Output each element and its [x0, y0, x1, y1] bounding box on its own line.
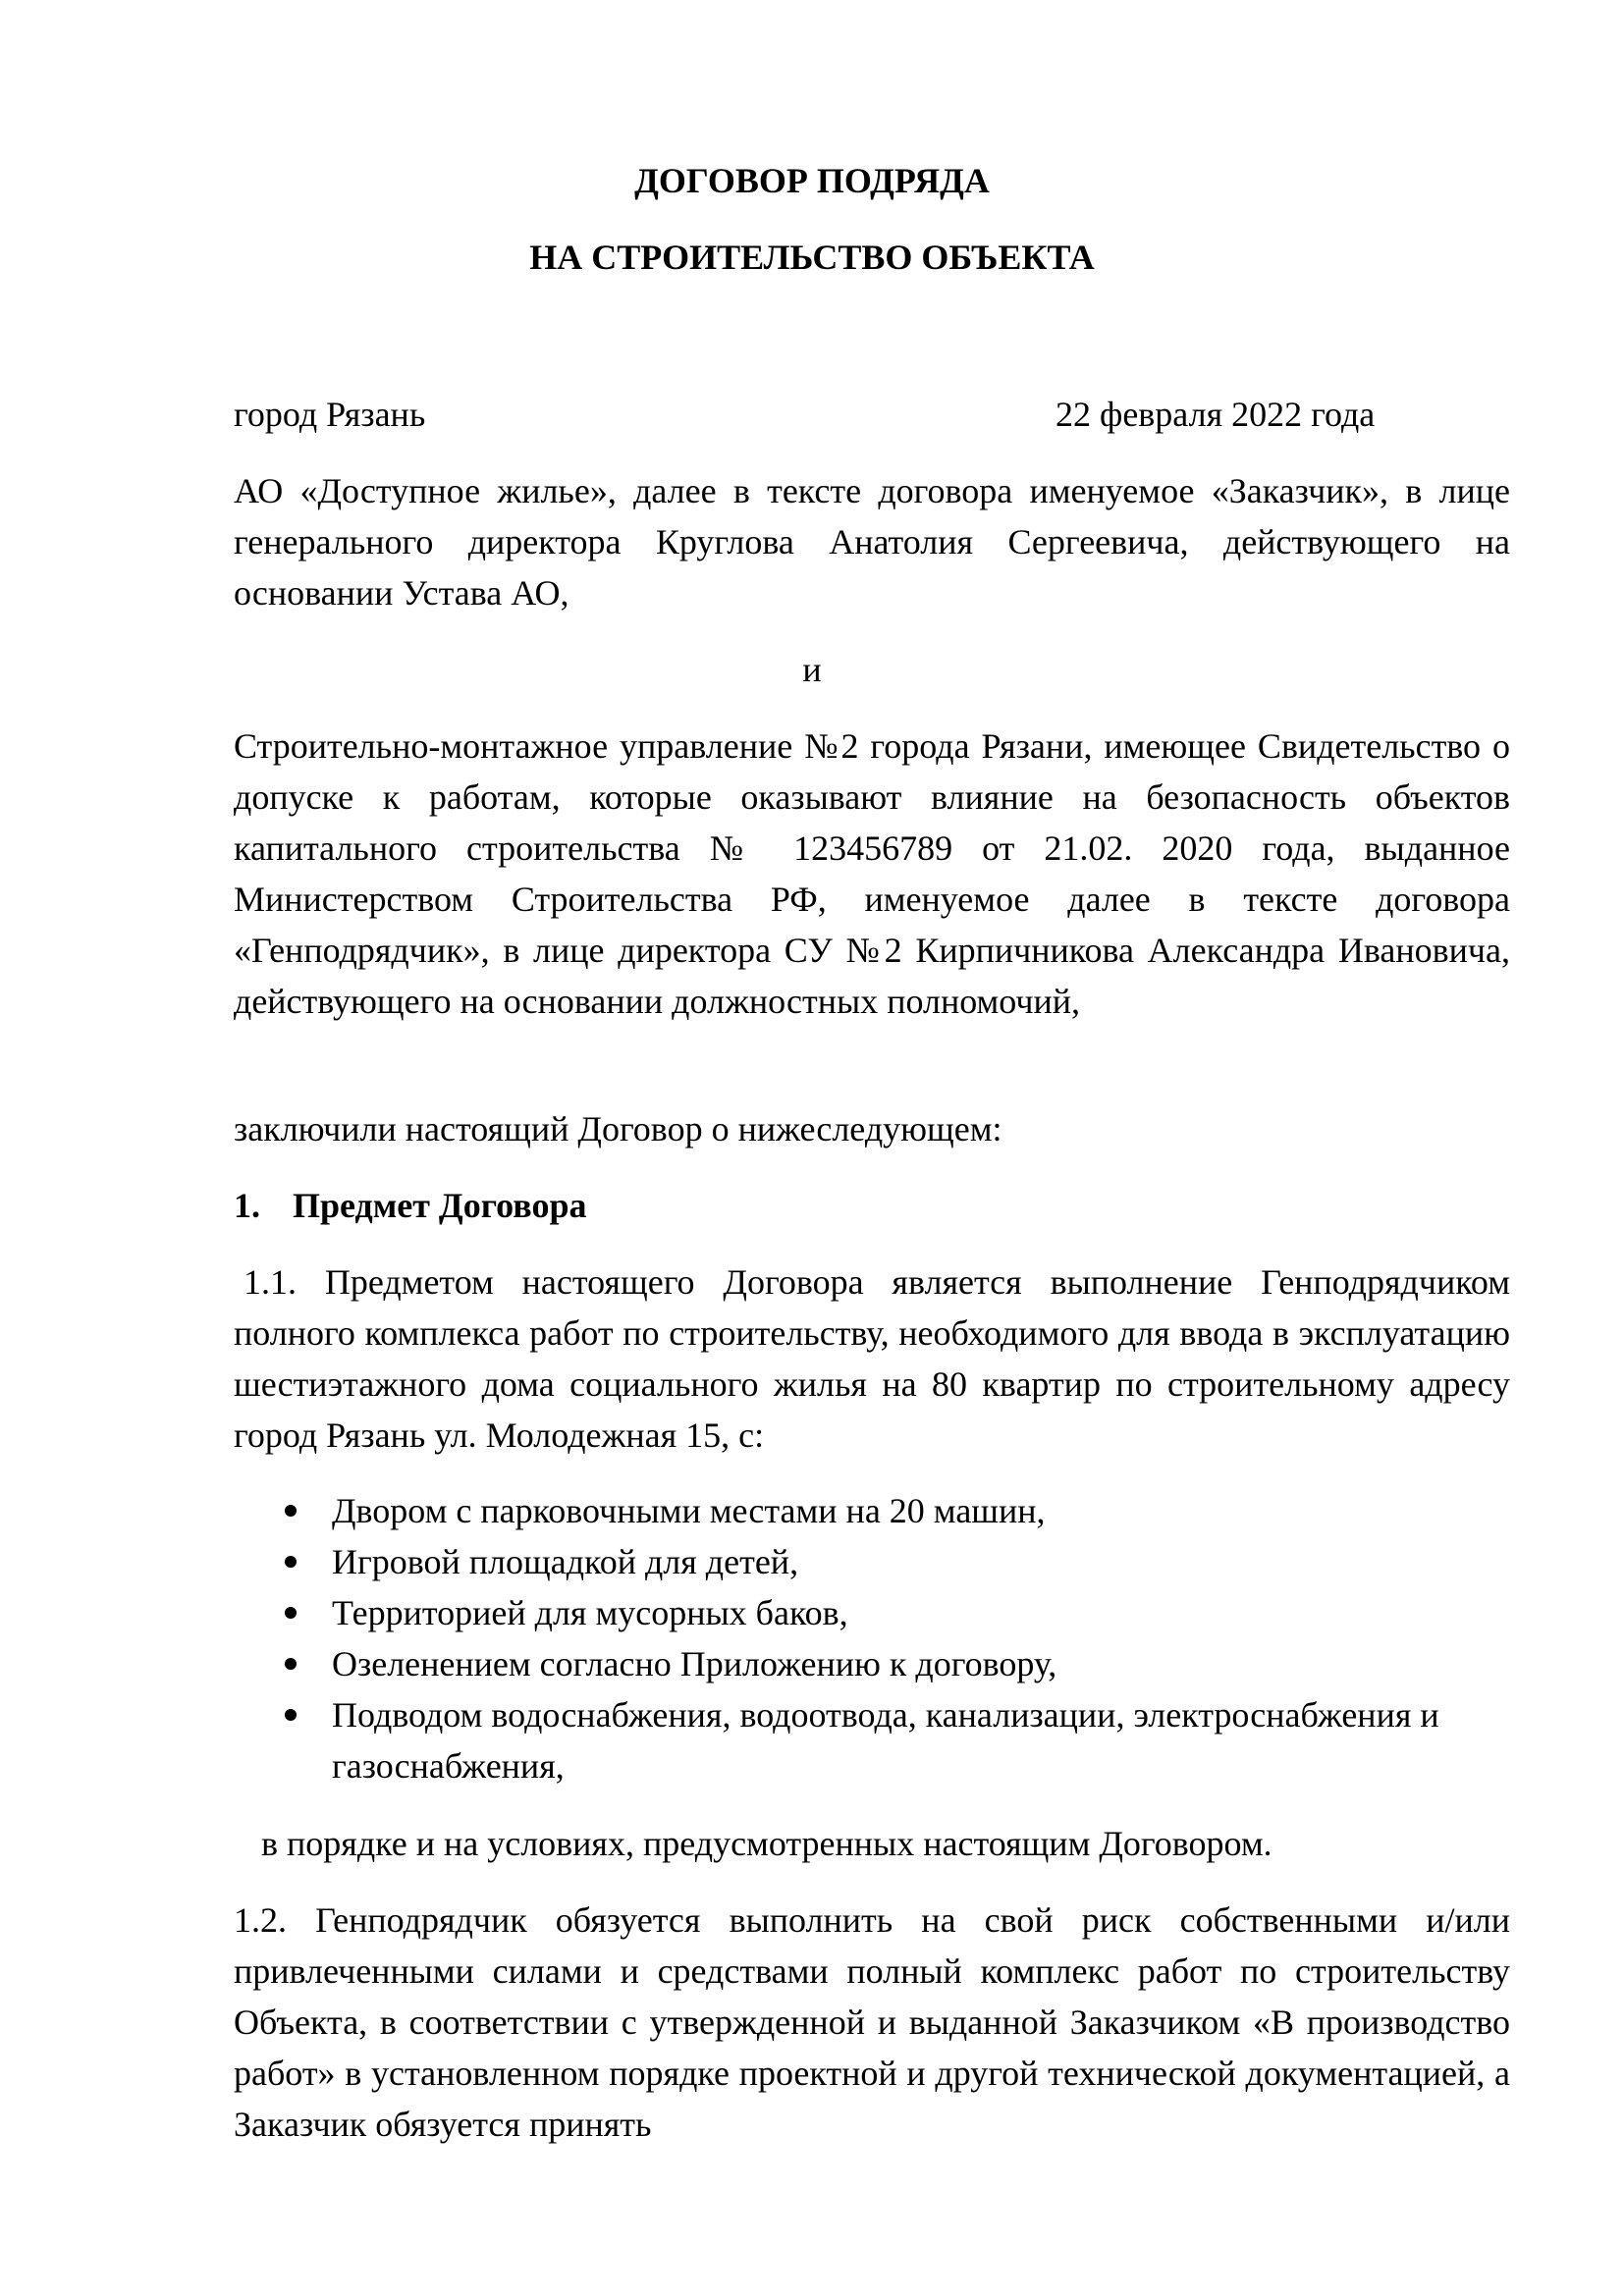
and-conjunction: и [802, 650, 822, 689]
list-item-text: Подводом водоснабжения, водоотвода, канализации, электроснабжения и газоснабжения, [332, 1695, 1439, 1786]
list-item-text: Двором с парковочными местами на 20 машин, [332, 1491, 1046, 1530]
section-title: Предмет Договора [293, 1186, 587, 1225]
document-title-line-2: НА СТРОИТЕЛЬСТВО ОБЪЕКТА [529, 238, 1095, 277]
place-date-row [234, 389, 1510, 440]
list-item-text: Территорией для мусорных баков, [332, 1593, 848, 1632]
section-heading [234, 1180, 1510, 1231]
list-item [234, 1485, 1510, 1536]
bullet-list [234, 1485, 1510, 1791]
bullet-icon [285, 1658, 297, 1670]
order-line: в порядке и на условиях, предусмотренных настоящим Договором. [261, 1824, 1272, 1863]
list-item [234, 1689, 1510, 1791]
document-title-line-1: ДОГОВОР ПОДРЯДА [634, 161, 990, 200]
list-item [234, 1536, 1510, 1587]
clause-1-1: 1.1. Предметом настоящего Договора является выполнение Генподрядчиком полного комплекса работ по строительству, необходимого для ввода в эксплуатацию шестиэтажного дома социального жилья на 80 квартир по строительному адресу город Рязань ул. Молодежная 15, с: [234, 1262, 1510, 1455]
city-label: город Рязань [234, 395, 426, 434]
bullet-icon [285, 1505, 297, 1517]
contractor-paragraph: Строительно-монтажное управление №2 города Рязани, имеющее Свидетельство о допуске к работам, которые оказывают влияние на безопасность объектов капитального строительства № 123456789 от 21.02. 2020 года, выданное Министерством Строительства РФ, именуемое далее в тексте договора «Генподрядчик», в лице директора СУ №2 Кирпичникова Александра Ивановича, действующего на основании должностных полномочий, [234, 726, 1510, 1021]
list-item [234, 1638, 1510, 1689]
concluded-paragraph: заключили настоящий Договор о нижеследующем: [234, 1109, 1002, 1148]
bullet-icon [285, 1709, 297, 1721]
contract-date: 22 февраля 2022 года [1056, 395, 1376, 434]
list-item-text: Игровой площадкой для детей, [332, 1542, 799, 1581]
list-item [234, 1587, 1510, 1638]
list-item-text: Озеленением согласно Приложению к договору, [332, 1644, 1057, 1683]
customer-paragraph: АО «Доступное жилье», далее в тексте договора именуемое «Заказчик», в лице генерального директора Круглова Анатолия Сергеевича, действующего на основании Устава АО, [234, 471, 1510, 613]
clause-1-2: 1.2. Генподрядчик обязуется выполнить на свой риск собственными и/или привлеченными силами и средствами полный комплекс работ по строительству Объекта, в соответствии с утвержденной и выданной Заказчиком «В производство работ» в установленном порядке проектной и другой технической документацией, а Заказчик обязуется принять [234, 1900, 1510, 2144]
section-number: 1. [234, 1186, 260, 1225]
bullet-icon [285, 1556, 297, 1568]
bullet-icon [285, 1607, 297, 1619]
